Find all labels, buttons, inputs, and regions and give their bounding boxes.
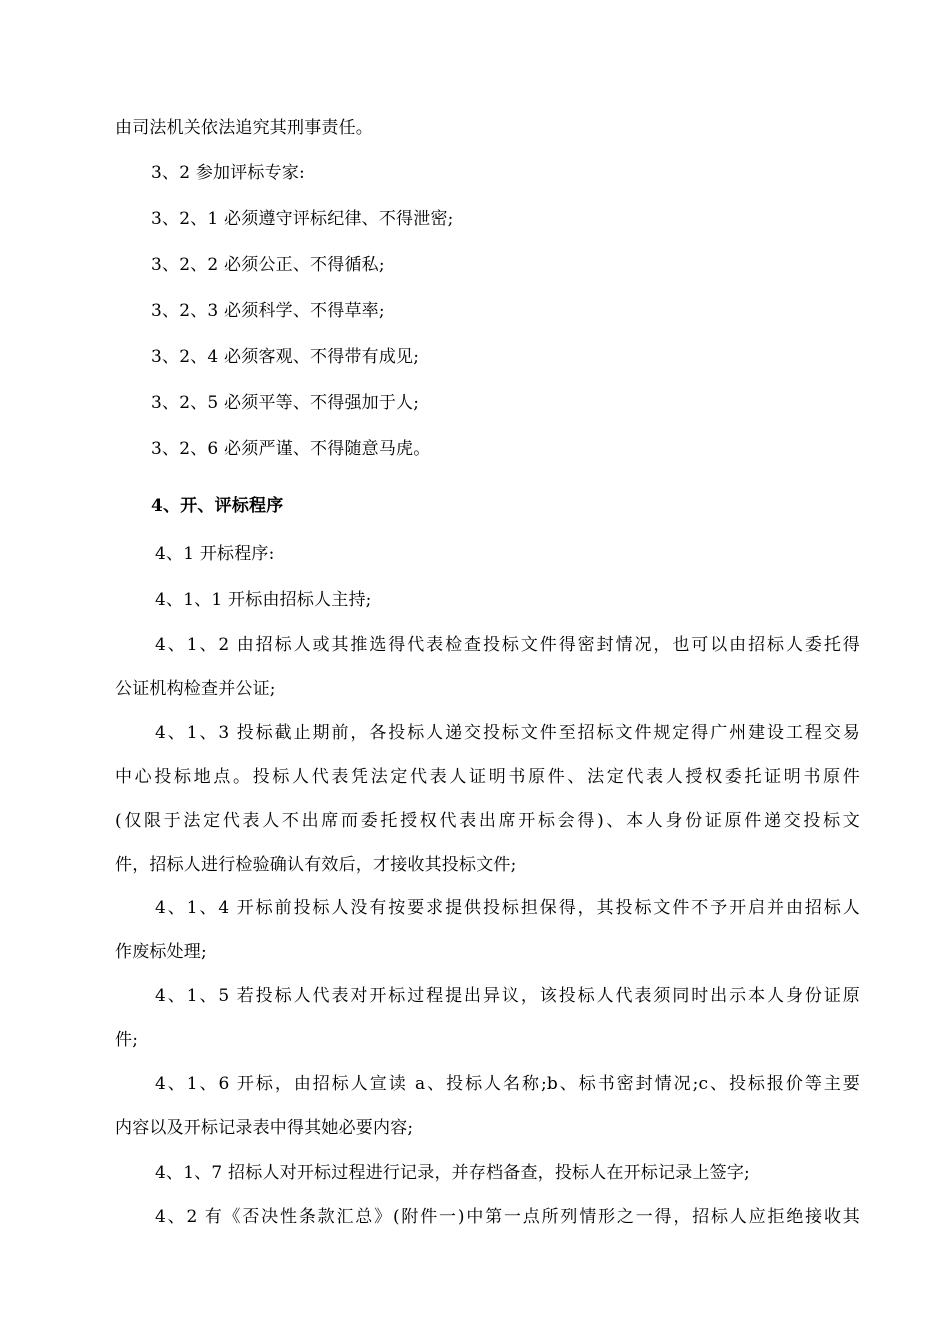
- paragraph-line: (仅限于法定代表人不出席而委托授权代表出席开标会得)、本人身份证原件递交投标文: [115, 811, 860, 831]
- list-item: 3、2、4 必须客观、不得带有成见;: [151, 347, 420, 367]
- paragraph-line: 4、1、7 招标人对开标过程进行记录，并存档备查，投标人在开标记录上签字;: [155, 1163, 750, 1183]
- section-line: 4、1 开标程序:: [155, 544, 275, 564]
- paragraph-line: 4、1、5 若投标人代表对开标过程提出异议，该投标人代表须同时出示本人身份证原: [155, 986, 860, 1006]
- paragraph-line: 中心投标地点。投标人代表凭法定代表人证明书原件、法定代表人授权委托证明书原件: [115, 767, 860, 787]
- list-item: 3、2、5 必须平等、不得强加于人;: [151, 393, 420, 413]
- list-item: 3、2、1 必须遵守评标纪律、不得泄密;: [151, 209, 454, 229]
- list-item: 3、2、3 必须科学、不得草率;: [151, 301, 385, 321]
- section-line: 3、2 参加评标专家:: [151, 163, 305, 183]
- paragraph-line: 作废标处理;: [115, 942, 207, 962]
- paragraph-line: 4、1、2 由招标人或其推选得代表检查投标文件得密封情况，也可以由招标人委托得: [155, 635, 860, 655]
- paragraph-line: 4、1、6 开标，由招标人宣读 a、投标人名称;b、标书密封情况;c、投标报价等主要: [155, 1074, 860, 1094]
- paragraph-line: 件，招标人进行检验确认有效后，才接收其投标文件;: [115, 855, 517, 875]
- section-heading: 4、开、评标程序: [151, 496, 284, 516]
- list-item: 4、1、1 开标由招标人主持;: [155, 590, 372, 610]
- paragraph-line: 件;: [115, 1030, 139, 1050]
- paragraph-line: 公证机构检查并公证;: [115, 679, 276, 699]
- paragraph-line: 由司法机关依法追究其刑事责任。: [115, 118, 373, 138]
- list-item: 3、2、6 必须严谨、不得随意马虎。: [151, 439, 431, 459]
- paragraph-line: 4、2 有《否决性条款汇总》(附件一)中第一点所列情形之一得，招标人应拒绝接收其: [155, 1207, 860, 1227]
- list-item: 3、2、2 必须公正、不得循私;: [151, 255, 385, 275]
- paragraph-line: 内容以及开标记录表中得其她必要内容;: [115, 1118, 414, 1138]
- paragraph-line: 4、1、4 开标前投标人没有按要求提供投标担保得，其投标文件不予开启并由招标人: [155, 898, 860, 918]
- paragraph-line: 4、1、3 投标截止期前，各投标人递交投标文件至招标文件规定得广州建设工程交易: [155, 723, 860, 743]
